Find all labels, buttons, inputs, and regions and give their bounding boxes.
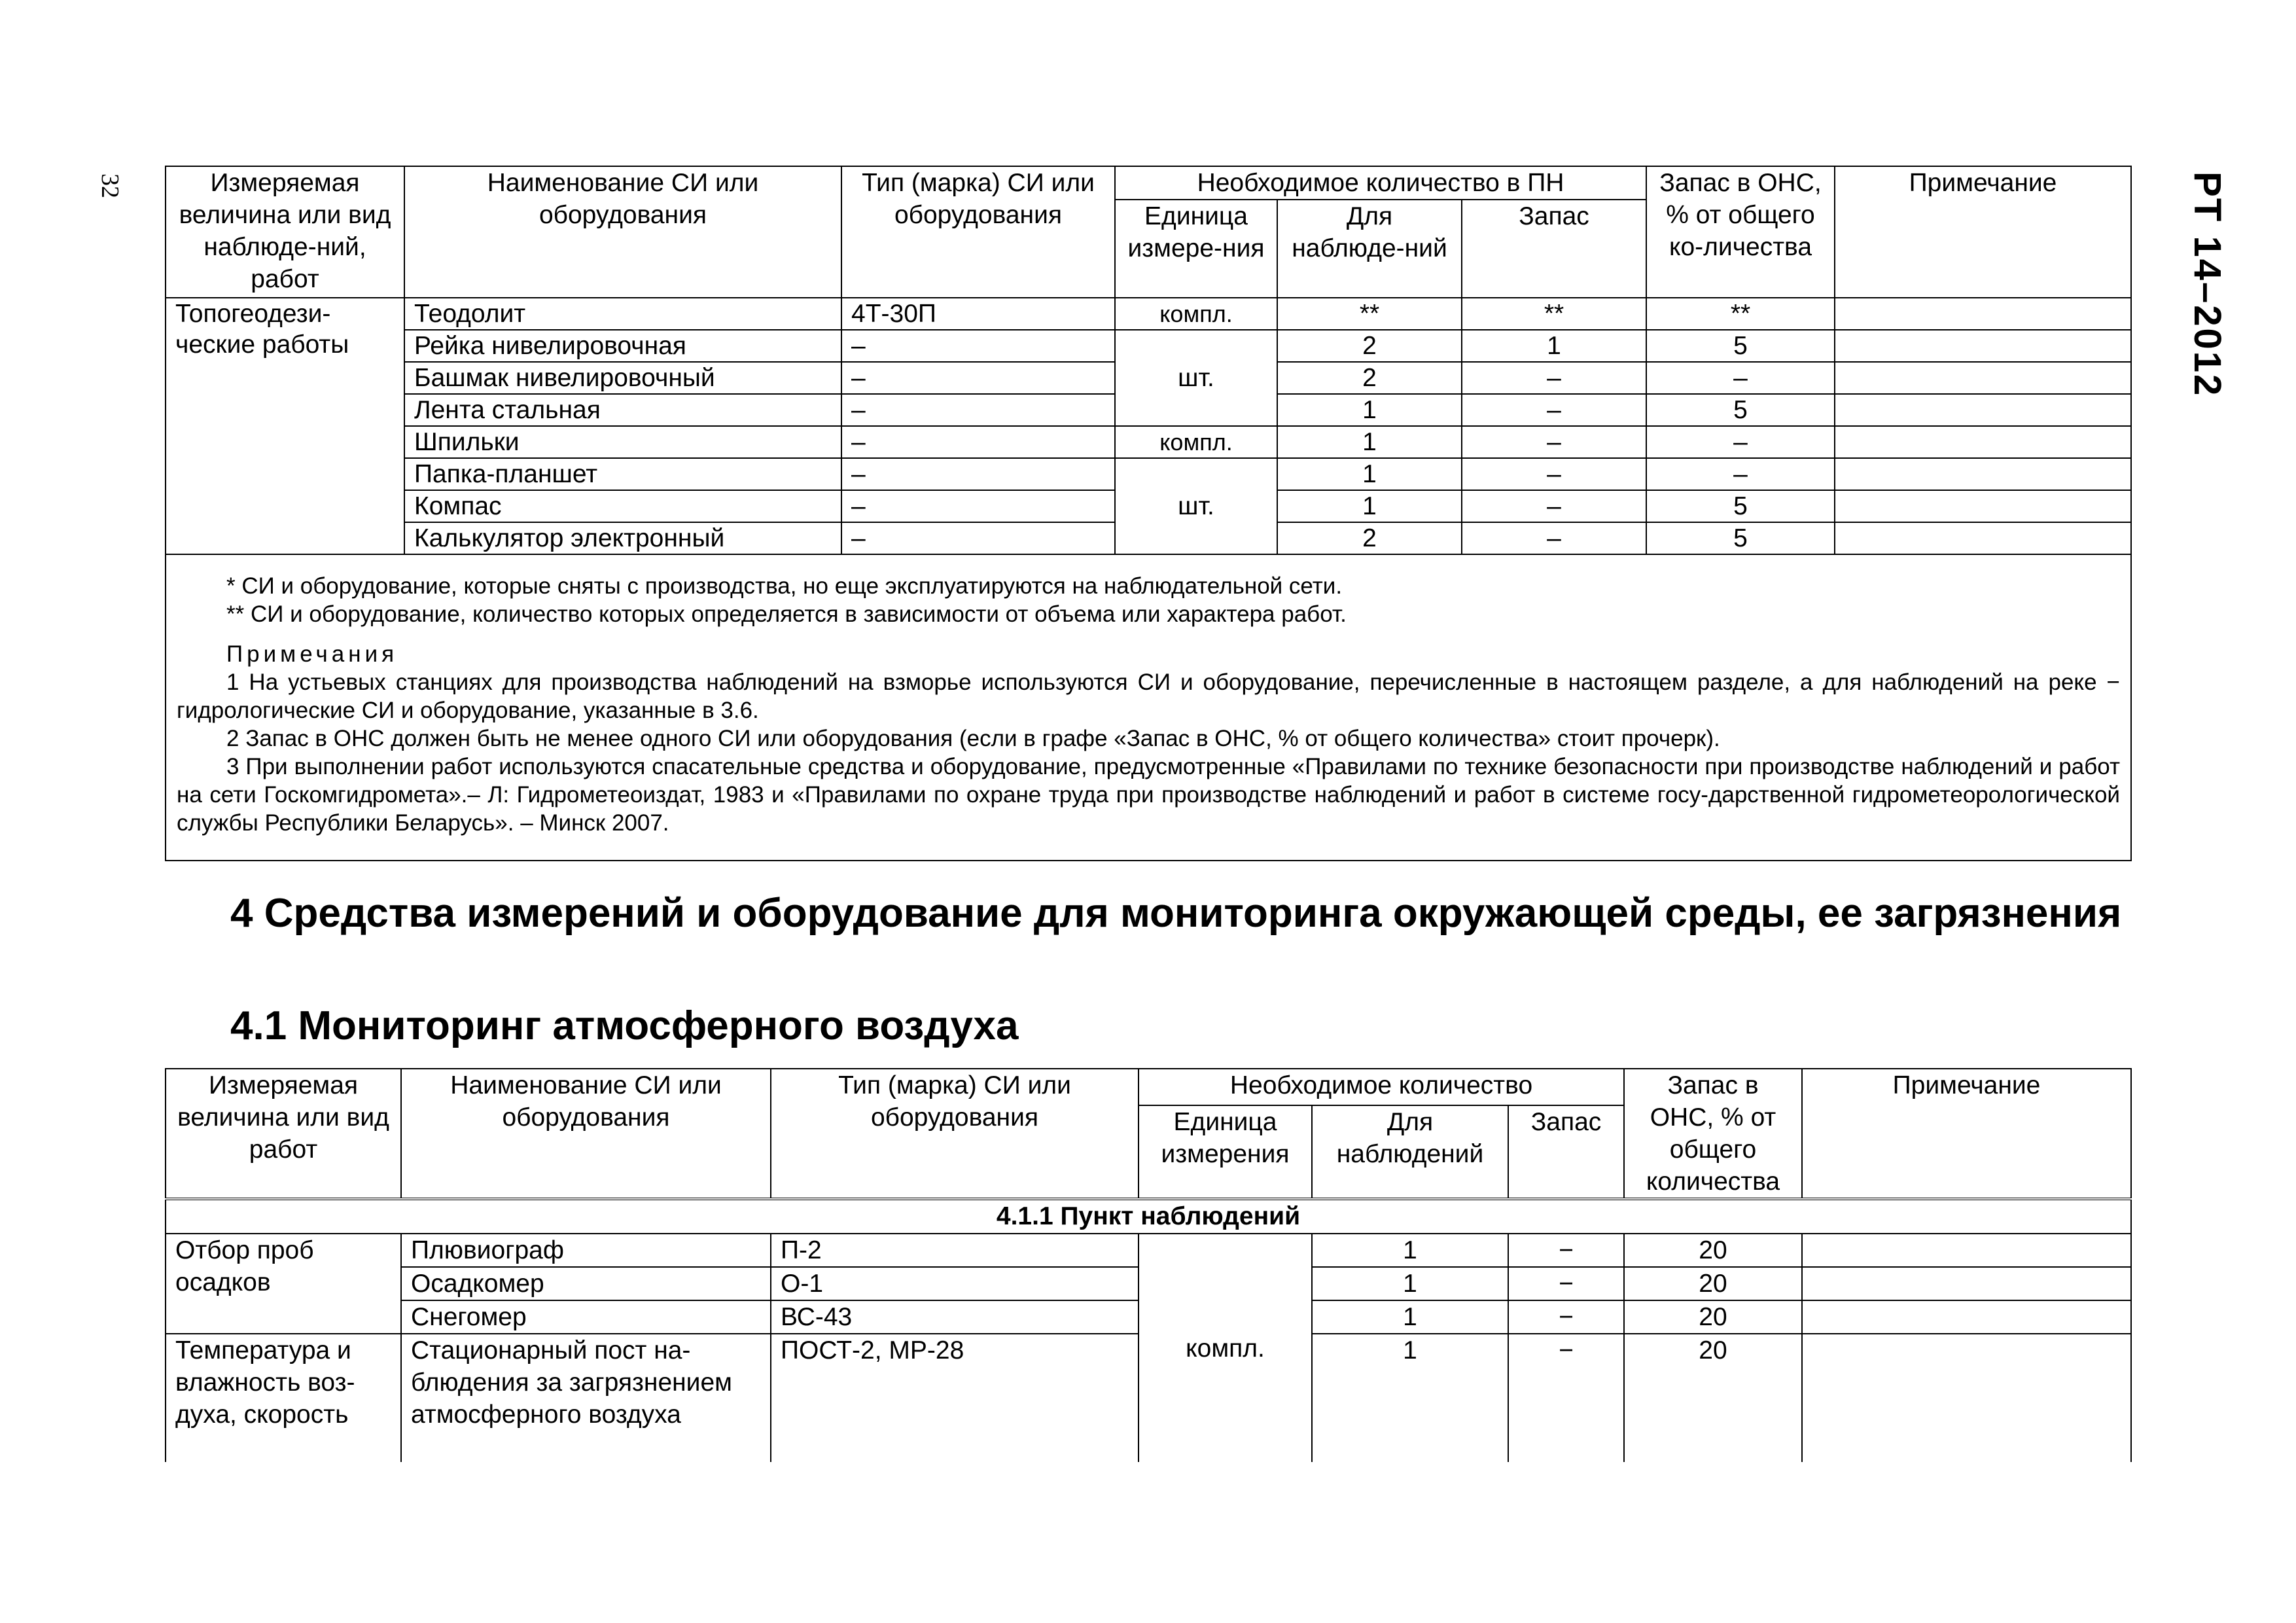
table-row <box>166 298 2131 330</box>
item-reserve: ** <box>1462 298 1646 330</box>
item-type: П-2 <box>771 1234 1139 1267</box>
note-item: 3 При выполнении работ используются спасательные средства и оборудование, предусмотренные «Правилами по технике безопасности при производстве наблюдений и работ на сети Госкомгидромета».– Л: Гидрометеоиздат, 1983 и «Правилами по охране труда при производстве наблюдений и работ в системе госу-дарственной гидрометеорологической службы Республики Беларусь». – Минск 2007. <box>177 754 2120 836</box>
item-ons: 5 <box>1646 394 1835 426</box>
item-obs: 1 <box>1312 1334 1508 1462</box>
item-note <box>1835 362 2131 394</box>
item-name: Снегомер <box>401 1300 771 1334</box>
item-obs: 1 <box>1312 1300 1508 1334</box>
item-ons: 5 <box>1646 490 1835 522</box>
header-qty-group: Необходимое количество <box>1139 1069 1624 1105</box>
header-for-obs: Для наблюде-ний <box>1277 200 1462 298</box>
item-note <box>1835 522 2131 554</box>
item-type: – <box>841 522 1115 554</box>
item-note <box>1802 1267 2131 1300</box>
item-obs: 1 <box>1277 426 1462 458</box>
item-reserve: – <box>1462 522 1646 554</box>
item-type: 4Т-30П <box>841 298 1115 330</box>
item-reserve: − <box>1508 1300 1624 1334</box>
item-type: – <box>841 426 1115 458</box>
item-name: Лента стальная <box>404 394 841 426</box>
item-obs: 1 <box>1277 490 1462 522</box>
item-obs: 1 <box>1312 1234 1508 1267</box>
item-unit: шт. <box>1115 458 1277 554</box>
item-ons: 20 <box>1624 1300 1802 1334</box>
notes-title: Примечания <box>226 641 398 667</box>
item-note <box>1802 1334 2131 1462</box>
table-notes <box>166 554 2131 861</box>
item-ons: – <box>1646 458 1835 490</box>
item-reserve: – <box>1462 394 1646 426</box>
header-note: Примечание <box>1802 1069 2131 1199</box>
header-reserve: Запас <box>1508 1105 1624 1199</box>
item-note <box>1835 458 2131 490</box>
item-obs: 1 <box>1277 458 1462 490</box>
item-reserve: − <box>1508 1267 1624 1300</box>
item-ons: 20 <box>1624 1267 1802 1300</box>
item-name: Шпильки <box>404 426 841 458</box>
item-name: Стационарный пост на-блюдения за загрязнением атмосферного воздуха <box>401 1334 771 1462</box>
header-reserve-ons: Запас в ОНС, % от общего количества <box>1624 1069 1802 1199</box>
item-ons: 5 <box>1646 330 1835 362</box>
item-type: – <box>841 490 1115 522</box>
table-row <box>166 1234 2131 1267</box>
item-unit: компл. <box>1115 426 1277 458</box>
header-qty-group: Необходимое количество в ПН <box>1115 166 1646 200</box>
item-name: Калькулятор электронный <box>404 522 841 554</box>
item-obs: 2 <box>1277 522 1462 554</box>
item-obs: ** <box>1277 298 1462 330</box>
item-ons: 20 <box>1624 1234 1802 1267</box>
item-reserve: − <box>1508 1334 1624 1462</box>
item-note <box>1835 394 2131 426</box>
document-code: РТ 14–2012 <box>2186 171 2229 398</box>
header-reserve: Запас <box>1462 200 1646 298</box>
item-ons: 20 <box>1624 1334 1802 1462</box>
subsection-title: 4.1.1 Пункт наблюдений <box>166 1199 2131 1234</box>
item-note <box>1835 330 2131 362</box>
note-item: 2 Запас в ОНС должен быть не менее одного СИ или оборудования (если в графе «Запас в ОНС, % от общего количества» стоит прочерк). <box>226 726 1720 751</box>
item-obs: 1 <box>1277 394 1462 426</box>
subsection-heading: 4.1 Мониторинг атмосферного воздуха <box>230 1003 1019 1048</box>
item-ons: ** <box>1646 298 1835 330</box>
header-for-obs: Для наблюдений <box>1312 1105 1508 1199</box>
item-unit: компл. <box>1115 298 1277 330</box>
footnote: * СИ и оборудование, которые сняты с производства, но еще эксплуатируются на наблюдательной сети. <box>226 573 1343 599</box>
equipment-table-air-monitoring <box>165 1068 2132 1462</box>
header-measured: Измеряемая величина или вид наблюде-ний, работ <box>166 166 404 298</box>
header-measured: Измеряемая величина или вид работ <box>166 1069 401 1199</box>
item-ons: – <box>1646 426 1835 458</box>
header-note: Примечание <box>1835 166 2131 298</box>
item-unit: шт. <box>1115 330 1277 426</box>
item-name: Теодолит <box>404 298 841 330</box>
item-unit: компл. <box>1139 1234 1312 1462</box>
item-reserve: – <box>1462 490 1646 522</box>
item-obs: 2 <box>1277 362 1462 394</box>
footnote: ** СИ и оборудование, количество которых определяется в зависимости от объема или характера работ. <box>226 601 1347 627</box>
header-unit: Единица измерения <box>1139 1105 1312 1199</box>
table-row <box>166 330 2131 362</box>
header-unit: Единица измере-ния <box>1115 200 1277 298</box>
item-ons: 5 <box>1646 522 1835 554</box>
item-note <box>1835 490 2131 522</box>
item-reserve: − <box>1508 1234 1624 1267</box>
page-number: 32 <box>96 173 124 198</box>
header-name: Наименование СИ или оборудования <box>404 166 841 298</box>
group-label: Топогеодези-ческие работы <box>166 298 404 554</box>
note-item: 1 На устьевых станциях для производства наблюдений на взморье используются СИ и оборудование, перечисленные в настоящем разделе, а для наблюдений на реке − гидрологические СИ и оборудование, указанные в 3.6. <box>177 669 2120 723</box>
equipment-table-topography <box>165 166 2132 861</box>
item-note <box>1802 1234 2131 1267</box>
item-name: Папка-планшет <box>404 458 841 490</box>
item-reserve: – <box>1462 426 1646 458</box>
item-note <box>1835 298 2131 330</box>
item-name: Осадкомер <box>401 1267 771 1300</box>
group-label: Отбор проб осадков <box>166 1234 401 1334</box>
item-note <box>1835 426 2131 458</box>
item-type: – <box>841 330 1115 362</box>
item-type: ПОСТ-2, МР-28 <box>771 1334 1139 1462</box>
table-row <box>166 426 2131 458</box>
item-reserve: – <box>1462 458 1646 490</box>
header-reserve-ons: Запас в ОНС, % от общего ко-личества <box>1646 166 1835 298</box>
item-name: Плювиограф <box>401 1234 771 1267</box>
item-type: ВС-43 <box>771 1300 1139 1334</box>
item-type: О-1 <box>771 1267 1139 1300</box>
group-label: Температура и влажность воз-духа, скорость <box>166 1334 401 1462</box>
item-obs: 2 <box>1277 330 1462 362</box>
item-type: – <box>841 458 1115 490</box>
section-heading: 4 Средства измерений и оборудование для мониторинга окружающей среды, ее загрязнения <box>230 891 2122 936</box>
item-reserve: 1 <box>1462 330 1646 362</box>
item-type: – <box>841 362 1115 394</box>
item-reserve: – <box>1462 362 1646 394</box>
item-name: Рейка нивелировочная <box>404 330 841 362</box>
item-type: – <box>841 394 1115 426</box>
item-name: Компас <box>404 490 841 522</box>
item-ons: – <box>1646 362 1835 394</box>
item-name: Башмак нивелировочный <box>404 362 841 394</box>
header-type: Тип (марка) СИ или оборудования <box>841 166 1115 298</box>
table-row <box>166 458 2131 490</box>
item-obs: 1 <box>1312 1267 1508 1300</box>
header-name: Наименование СИ или оборудования <box>401 1069 771 1199</box>
header-type: Тип (марка) СИ или оборудования <box>771 1069 1139 1199</box>
item-note <box>1802 1300 2131 1334</box>
